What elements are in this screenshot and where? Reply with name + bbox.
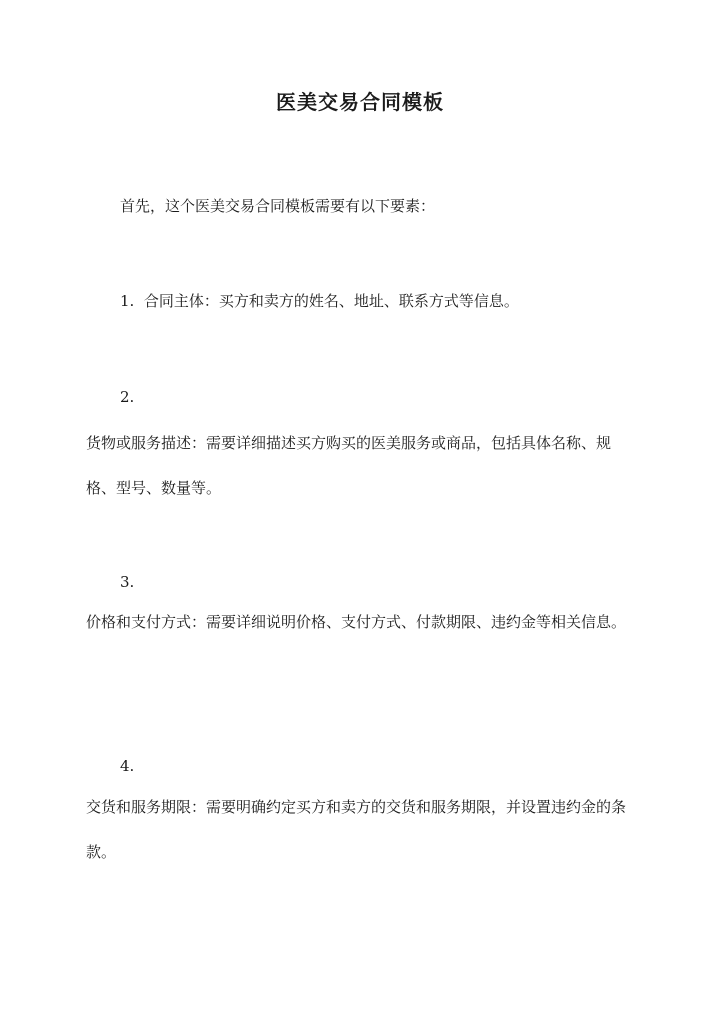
item-text: 价格和支付方式：需要详细说明价格、支付方式、付款期限、违约金等相关信息。 (86, 613, 627, 631)
item-number: 4. (120, 757, 135, 775)
item-number: 2. (120, 388, 135, 406)
document-title: 医美交易合同模板 (276, 90, 444, 114)
intro-paragraph: 首先，这个医美交易合同模板需要有以下要素： (120, 197, 436, 215)
item-number: 3. (120, 573, 135, 591)
item-text: 合同主体：买方和卖方的姓名、地址、联系方式等信息。 (143, 292, 519, 310)
item-number: 1. (120, 292, 135, 310)
item-text: 交货和服务期限：需要明确约定买方和卖方的交货和服务期限，并设置违约金的条款。 (86, 798, 627, 861)
list-item-1 (120, 290, 519, 311)
item-text: 货物或服务描述：需要详细描述买方购买的医美服务或商品，包括具体名称、规格、型号、数量等。 (86, 434, 612, 497)
